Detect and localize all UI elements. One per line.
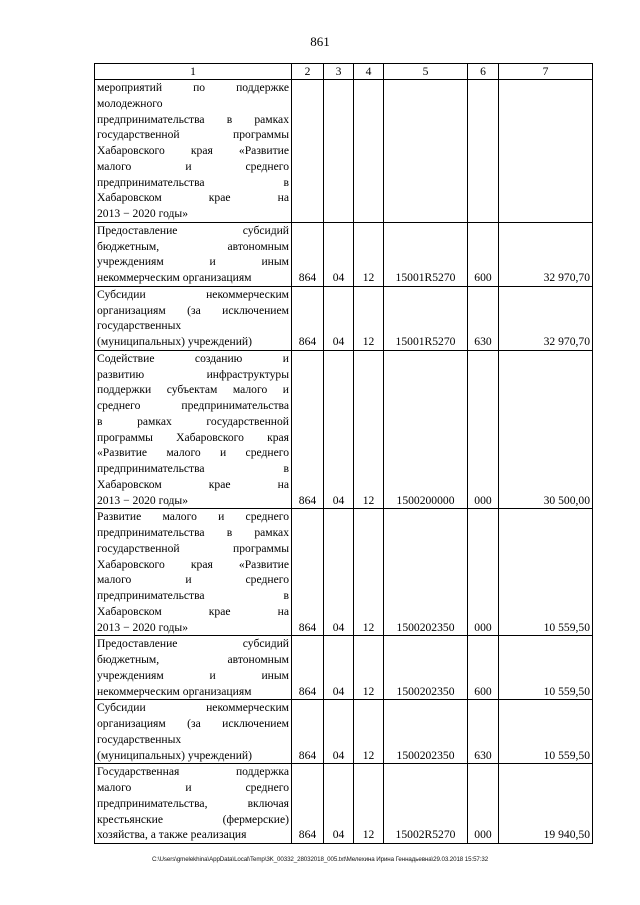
cell-amount: 30 500,00 [499, 350, 593, 509]
table-row [95, 350, 593, 509]
cell-section: 04 [324, 700, 354, 764]
description-line: организациям (за исключением [97, 303, 289, 317]
cell-expense-type: 600 [468, 636, 499, 700]
description-line: Государственная поддержка [97, 765, 289, 779]
cell-target-article: 1500202350 [384, 636, 468, 700]
table-row [95, 286, 593, 350]
description-line: «Развитие малого и среднего [97, 446, 289, 460]
cell-amount: 10 559,50 [499, 509, 593, 636]
cell-subsection: 12 [354, 222, 384, 286]
column-header-4: 4 [354, 64, 384, 80]
cell-amount: 32 970,70 [499, 286, 593, 350]
cell-amount: 32 970,70 [499, 222, 593, 286]
cell-ministry-code: 864 [292, 509, 324, 636]
cell-subsection: 12 [354, 350, 384, 509]
table-row [95, 80, 593, 223]
column-header-5: 5 [384, 64, 468, 80]
description-line: учреждениям и иным [97, 668, 289, 682]
description-line: 2013 − 2020 годы» [97, 493, 189, 507]
cell-expense-type: 630 [468, 700, 499, 764]
description-line: некоммерческим организациям [97, 271, 252, 284]
cell-target-article: 1500200000 [384, 350, 468, 509]
cell-subsection: 12 [354, 286, 384, 350]
cell-subsection: 12 [354, 636, 384, 700]
description-line: Содействие созданию и [97, 351, 289, 365]
description-line: Предоставление субсидий [97, 223, 289, 237]
row-description [95, 80, 292, 223]
description-line: Предоставление субсидий [97, 637, 289, 651]
cell-ministry-code: 864 [292, 636, 324, 700]
row-description [95, 509, 292, 636]
description-line: предпринимательства в рамках [97, 112, 289, 126]
description-line: предпринимательства в [97, 462, 289, 475]
description-line: государственных [97, 319, 182, 333]
cell-section: 04 [324, 509, 354, 636]
description-line: 2013 − 2020 годы» [97, 620, 189, 634]
description-line: малого и среднего [97, 573, 289, 587]
row-description [95, 636, 292, 700]
cell-section: 04 [324, 286, 354, 350]
description-line: Субсидии некоммерческим [97, 287, 289, 301]
cell-expense-type: 000 [468, 509, 499, 636]
column-header-6: 6 [468, 64, 499, 80]
cell-amount: 10 559,50 [499, 636, 593, 700]
description-line: Хабаровском крае на [97, 604, 289, 618]
description-line: организациям (за исключением [97, 717, 289, 730]
cell-ministry-code: 864 [292, 222, 324, 286]
description-line: малого и среднего [97, 781, 289, 794]
description-line: малого и среднего [97, 159, 289, 173]
cell-section: 04 [324, 350, 354, 509]
description-line: Хабаровского края «Развитие [97, 557, 289, 571]
cell-section: 04 [324, 764, 354, 844]
table-row [95, 509, 593, 636]
row-description [95, 222, 292, 286]
cell-ministry-code: 864 [292, 700, 324, 764]
description-line: молодежного [97, 96, 163, 110]
cell-expense-type: 600 [468, 222, 499, 286]
description-line: предпринимательства в рамках [97, 526, 289, 539]
cell-target-article: 1500202350 [384, 700, 468, 764]
column-header-2: 2 [292, 64, 324, 80]
cell-subsection: 12 [354, 700, 384, 764]
description-line: мероприятий по поддержке [97, 81, 289, 94]
cell-section [324, 80, 354, 223]
table-row [95, 222, 593, 286]
description-line: хозяйства, а также реализация [97, 828, 247, 842]
description-line: предпринимательства, включая [97, 796, 289, 810]
column-header-7: 7 [499, 64, 593, 80]
cell-amount [499, 80, 593, 223]
description-line: государственной программы [97, 128, 289, 142]
cell-expense-type: 630 [468, 286, 499, 350]
row-description [95, 286, 292, 350]
description-line: поддержки субъектам малого и [97, 383, 289, 397]
description-line: среднего предпринимательства [97, 399, 289, 412]
cell-expense-type: 000 [468, 764, 499, 844]
description-line: предпринимательства в [97, 175, 289, 189]
file-path-footer: C:\Users\gmelekhina\AppData\Local\Temp\3K_00332_28032018_005.txt\Мелехина Ирина Геннадьевна\29.03.2018 15:57:32 [151, 856, 489, 863]
description-line: государственных [97, 732, 182, 746]
cell-section: 04 [324, 222, 354, 286]
description-line: развитию инфраструктуры [97, 367, 289, 381]
description-line: крестьянские (фермерские) [97, 812, 289, 826]
table-row [95, 764, 593, 844]
description-line: (муниципальных) учреждений) [97, 335, 252, 348]
description-line: 2013 − 2020 годы» [97, 207, 189, 220]
cell-ministry-code: 864 [292, 350, 324, 509]
cell-ministry-code: 864 [292, 764, 324, 844]
description-line: бюджетным, автономным [97, 239, 289, 253]
cell-subsection: 12 [354, 509, 384, 636]
table-row [95, 636, 593, 700]
table-row [95, 700, 593, 764]
cell-target-article: 15001R5270 [384, 286, 468, 350]
description-line: предпринимательства в [97, 589, 289, 602]
cell-ministry-code [292, 80, 324, 223]
description-line: бюджетным, автономным [97, 653, 289, 666]
cell-expense-type: 000 [468, 350, 499, 509]
cell-subsection: 12 [354, 764, 384, 844]
row-description [95, 764, 292, 844]
description-line: в рамках государственной [97, 414, 289, 428]
column-header-3: 3 [324, 64, 354, 80]
cell-target-article [384, 80, 468, 223]
cell-subsection [354, 80, 384, 223]
table-header-row [95, 64, 593, 80]
cell-amount: 19 940,50 [499, 764, 593, 844]
row-description [95, 700, 292, 764]
column-header-1: 1 [95, 64, 292, 80]
description-line: программы Хабаровского края [97, 430, 289, 444]
description-line: (муниципальных) учреждений) [97, 748, 252, 762]
description-line: Хабаровском крае на [97, 191, 289, 205]
description-line: учреждениям и иным [97, 255, 289, 269]
cell-target-article: 15001R5270 [384, 222, 468, 286]
cell-amount: 10 559,50 [499, 700, 593, 764]
description-line: некоммерческим организациям [97, 684, 252, 698]
cell-target-article: 1500202350 [384, 509, 468, 636]
cell-target-article: 15002R5270 [384, 764, 468, 844]
description-line: Хабаровском крае на [97, 477, 289, 491]
description-line: государственной программы [97, 541, 289, 555]
table-body [95, 80, 593, 844]
description-line: Развитие малого и среднего [97, 510, 289, 524]
description-line: Хабаровского края «Развитие [97, 144, 289, 157]
description-line: Субсидии некоммерческим [97, 701, 289, 715]
page-number: 861 [310, 34, 330, 49]
budget-table [94, 63, 593, 844]
cell-expense-type [468, 80, 499, 223]
cell-section: 04 [324, 636, 354, 700]
cell-ministry-code: 864 [292, 286, 324, 350]
row-description [95, 350, 292, 509]
